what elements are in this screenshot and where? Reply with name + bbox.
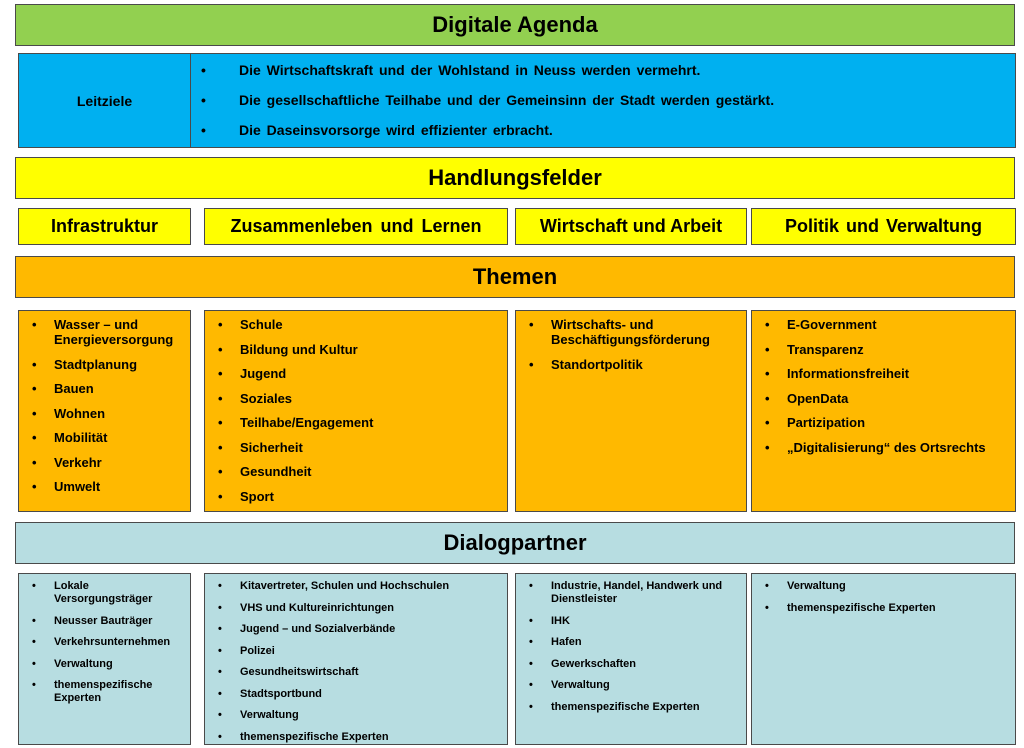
themen-item: • Teilhabe/Engagement (205, 415, 507, 430)
themen-item: • Wohnen (19, 406, 190, 421)
dialogpartner-item: • Industrie, Handel, Handwerk und Dienstleister (516, 580, 746, 606)
dialogpartner-header: Dialogpartner (15, 522, 1015, 564)
themen-list (752, 311, 1015, 455)
themen-item: • „Digitalisierung“ des Ortsrechts (752, 440, 1015, 455)
leitziele-label: Leitziele (19, 54, 191, 147)
themen-item: • Transparenz (752, 342, 1015, 357)
field-politik-verwaltung: Politik und Verwaltung (751, 208, 1016, 245)
themen-list (19, 311, 190, 494)
dialogpartner-item: • Verkehrsunternehmen (19, 636, 190, 649)
themen-column-infrastruktur (18, 310, 191, 512)
dialogpartner-item: • Hafen (516, 636, 746, 649)
dialogpartner-item: • Stadtsportbund (205, 688, 507, 701)
dialogpartner-column-politik (751, 573, 1016, 745)
themen-item: • Schule (205, 317, 507, 332)
leitziel-item: • Die Wirtschaftskraft und der Wohlstand in Neuss werden vermehrt. (191, 60, 774, 90)
themen-list (516, 311, 746, 372)
themen-item: • Partizipation (752, 415, 1015, 430)
field-wirtschaft-arbeit: Wirtschaft und Arbeit (515, 208, 747, 245)
themen-column-zusammenleben (204, 310, 508, 512)
themen-item: • Gesundheit (205, 464, 507, 479)
dialogpartner-item: • Gewerkschaften (516, 658, 746, 671)
themen-item: • Sport (205, 489, 507, 504)
leitziele-list (191, 54, 774, 147)
themen-column-politik (751, 310, 1016, 512)
themen-item: • Bauen (19, 381, 190, 396)
themen-item: • E-Government (752, 317, 1015, 332)
dialogpartner-list (752, 574, 1015, 615)
leitziele-panel (18, 53, 1016, 148)
themen-header: Themen (15, 256, 1015, 298)
dialogpartner-item: • themenspezifische Experten (752, 602, 1015, 615)
dialogpartner-item: • themenspezifische Experten (19, 679, 190, 705)
themen-item: • Stadtplanung (19, 357, 190, 372)
themen-list (205, 311, 507, 504)
dialogpartner-item: • Lokale Versorgungsträger (19, 580, 190, 606)
dialogpartner-item: • Kitavertreter, Schulen und Hochschulen (205, 580, 507, 593)
dialogpartner-item: • IHK (516, 615, 746, 628)
dialogpartner-item: • Jugend – und Sozialverbände (205, 623, 507, 636)
field-zusammenleben-lernen: Zusammenleben und Lernen (204, 208, 508, 245)
dialogpartner-item: • Verwaltung (752, 580, 1015, 593)
dialogpartner-list (516, 574, 746, 714)
leitziel-item: • Die Daseinsvorsorge wird effizienter erbracht. (191, 120, 774, 150)
dialogpartner-item: • VHS und Kultureinrichtungen (205, 602, 507, 615)
themen-item: • Informationsfreiheit (752, 366, 1015, 381)
themen-item: • Bildung und Kultur (205, 342, 507, 357)
agenda-title: Digitale Agenda (15, 4, 1015, 46)
themen-item: • Standortpolitik (516, 357, 746, 372)
dialogpartner-list (205, 574, 507, 744)
themen-item: • Mobilität (19, 430, 190, 445)
themen-item: • Sicherheit (205, 440, 507, 455)
themen-item: • Soziales (205, 391, 507, 406)
themen-item: • OpenData (752, 391, 1015, 406)
themen-item: • Wasser – und Energieversorgung (19, 317, 190, 347)
dialogpartner-item: • themenspezifische Experten (516, 701, 746, 714)
dialogpartner-item: • Verwaltung (205, 709, 507, 722)
dialogpartner-column-infrastruktur (18, 573, 191, 745)
dialogpartner-item: • Gesundheitswirtschaft (205, 666, 507, 679)
dialogpartner-item: • Verwaltung (19, 658, 190, 671)
themen-item: • Verkehr (19, 455, 190, 470)
dialogpartner-item: • themenspezifische Experten (205, 731, 507, 744)
themen-item: • Jugend (205, 366, 507, 381)
themen-item: • Umwelt (19, 479, 190, 494)
dialogpartner-column-wirtschaft (515, 573, 747, 745)
dialogpartner-column-zusammenleben (204, 573, 508, 745)
dialogpartner-item: • Verwaltung (516, 679, 746, 692)
themen-column-wirtschaft (515, 310, 747, 512)
themen-item: • Wirtschafts- und Beschäftigungsförderung (516, 317, 746, 347)
field-infrastruktur: Infrastruktur (18, 208, 191, 245)
dialogpartner-item: • Neusser Bauträger (19, 615, 190, 628)
dialogpartner-list (19, 574, 190, 705)
dialogpartner-item: • Polizei (205, 645, 507, 658)
handlungsfelder-header: Handlungsfelder (15, 157, 1015, 199)
leitziel-item: • Die gesellschaftliche Teilhabe und der Gemeinsinn der Stadt werden gestärkt. (191, 90, 774, 120)
